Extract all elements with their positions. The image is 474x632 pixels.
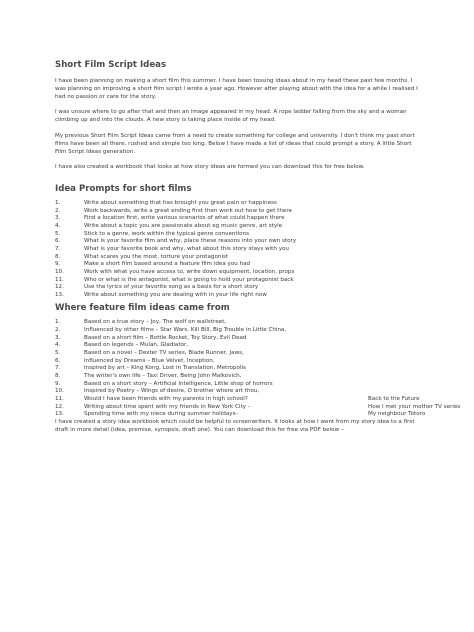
list-item-number: 5.: [55, 350, 61, 357]
list-item-example: My neighbour Totoro: [368, 411, 426, 418]
list-item-number: 2.: [55, 207, 61, 214]
list-item-number: 1.: [55, 199, 61, 206]
list-item-number: 10.: [55, 388, 64, 395]
document-content: [55, 60, 461, 435]
list-item: [55, 358, 423, 366]
list-item: [55, 246, 423, 254]
list-item: [55, 396, 423, 404]
list-item-text: Based on a short story – Artificial Intelligence, Little shop of horrors: [84, 380, 273, 387]
closing-paragraph: I have created a story idea workbook which could be helpful to screenwriters. It looks at how I went from my story idea to a first draft in more detail (idea, premise, synopsis, draft one). You can download this for free via PDF below –: [55, 419, 415, 433]
list-item: [55, 381, 423, 389]
list-item-text: Who or what is the antagonist, what is going to hold your protagonist back: [84, 276, 294, 283]
image-paragraph: I was unsure where to go after that and then an image appeared in my head. A rope ladder falling from the sky and a woman climbing up and into the clouds. A new story is taking place inside of my head.: [55, 109, 407, 124]
list-item-number: 11.: [55, 396, 64, 403]
list-item: [55, 231, 423, 239]
list-item-text: Inspired by art – King Kong, Lost in Translation, Metropolis: [84, 365, 246, 372]
list-item: [55, 411, 426, 419]
section-heading-idea-prompts: Idea Prompts for short films: [55, 183, 192, 194]
list-item-text: Stick to a genre, work within the typical genre conventions: [84, 230, 250, 237]
list-item-text: Find a location first, write various scenarios of what could happen there: [84, 215, 285, 222]
list-item-number: 7.: [55, 245, 61, 252]
list-item: [55, 223, 423, 231]
list-item-text: The writer's own life – Taxi Driver, Being John Malkovich,: [84, 373, 242, 380]
list-item: [55, 215, 423, 223]
list-item-text: What is your favorite book and why, what about this story stays with you: [84, 245, 289, 252]
list-item-text: Write about something that has brought you great pain or happiness: [84, 199, 277, 206]
list-item-number: 3.: [55, 215, 61, 222]
list-item: [55, 388, 423, 396]
list-item-number: 6.: [55, 238, 61, 245]
list-item-number: 13.: [55, 291, 64, 298]
list-item-text: Would I have been friends with my parents in high school?: [84, 396, 248, 403]
list-item-example: Back to the Future: [368, 396, 420, 403]
list-item-text: Based on legends – Mulan, Gladiator,: [84, 342, 189, 349]
list-item-text: Influenced by Dreams – Blue Velvet, Inception,: [84, 357, 215, 364]
list-item-number: 11.: [55, 276, 64, 283]
list-item-number: 9.: [55, 261, 61, 268]
previous-ideas-paragraph: My previous Short Film Script Ideas came from a need to create something for college and university. I don't think my past short films have been all there, rushed and simple too long. Below I have made a list of ideas that could prompt a story. A little Short Film Script Ideas generation.: [55, 132, 415, 155]
list-item-number: 1.: [55, 319, 61, 326]
list-item: [55, 269, 423, 277]
list-item-number: 2.: [55, 327, 61, 334]
list-item-number: 6.: [55, 357, 61, 364]
list-item-text: What scares you the most, torture your protagonist: [84, 253, 229, 260]
list-item-text: Writing about time spent with my friends in New York City –: [84, 403, 251, 410]
list-item-number: 8.: [55, 373, 61, 380]
document-title: Short Film Script Ideas: [55, 60, 167, 70]
list-item-text: Based on a novel – Dexter TV series, Blade Runner, Jaws,: [84, 350, 244, 357]
list-item-text: Work with what you have access to, write down equipment, location, props: [84, 268, 295, 275]
list-item-text: Write about something you are dealing with in your life right now: [84, 291, 267, 298]
list-item-number: 4.: [55, 342, 61, 349]
list-item: [55, 261, 423, 269]
list-item-text: Write about a topic you are passionate about eg music genre, art style: [84, 222, 283, 229]
section-heading-feature-ideas: Where feature film ideas came from: [55, 303, 230, 314]
list-item-text: Influenced by other films – Star Wars, Kill Bill, Big Trouble in Little China,: [84, 327, 287, 334]
list-item-number: 4.: [55, 222, 61, 229]
list-item-number: 8.: [55, 253, 61, 260]
list-item-number: 10.: [55, 268, 64, 275]
list-item: [55, 292, 423, 300]
list-item-text: Spending time with my niece during summer holidays–: [84, 411, 239, 418]
list-item-number: 9.: [55, 380, 61, 387]
list-item: [55, 350, 423, 358]
list-item: [55, 200, 423, 208]
workbook-paragraph: I have also created a workbook that looks at how story ideas are formed you can download this for free below.: [55, 164, 365, 171]
list-item: [55, 277, 423, 285]
list-item-text: Use the lyrics of your favorite song as a basis for a short story: [84, 284, 259, 291]
list-item-number: 7.: [55, 365, 61, 372]
list-item: [55, 342, 423, 350]
list-item: [55, 208, 423, 216]
feature-ideas-list: [55, 319, 461, 419]
list-item: [55, 373, 423, 381]
list-item-number: 13.: [55, 411, 64, 418]
list-item-text: Based on a short film – Bottle Rocket, Toy Story, Evil Dead: [84, 334, 247, 341]
list-item: [55, 238, 423, 246]
list-item-number: 12.: [55, 403, 64, 410]
list-item: [55, 319, 423, 327]
list-item-text: Inspired by Poetry – Wings of desire, O brother where art thou,: [84, 388, 260, 395]
list-item-text: Based on a true story – Joy, The wolf on wallstreet,: [84, 319, 227, 326]
list-item: [55, 254, 423, 262]
list-item-number: 3.: [55, 334, 61, 341]
list-item: [55, 365, 423, 373]
list-item: [55, 403, 461, 412]
intro-paragraph: I have been planning on making a short film this summer. I have been tossing ideas about in my head these past few months. I was planning on improving a short film script I wrote a year ago. However after playing about with the idea for a while I realised I had no passion or care for the story.: [55, 78, 418, 100]
list-item: [55, 327, 423, 335]
list-item-example: How I met your mother TV series: [368, 403, 461, 410]
list-item-text: Work backwards, write a great ending first then work out how to get there: [84, 207, 292, 214]
idea-prompts-list: [55, 200, 423, 300]
list-item: [55, 335, 423, 343]
list-item-text: What is your favorite film and why, place these reasons into your own story: [84, 238, 297, 245]
list-item-number: 12.: [55, 284, 64, 291]
list-item-text: Make a short film based around a feature film idea you had: [84, 261, 251, 268]
list-item: [55, 284, 423, 292]
list-item-number: 5.: [55, 230, 61, 237]
